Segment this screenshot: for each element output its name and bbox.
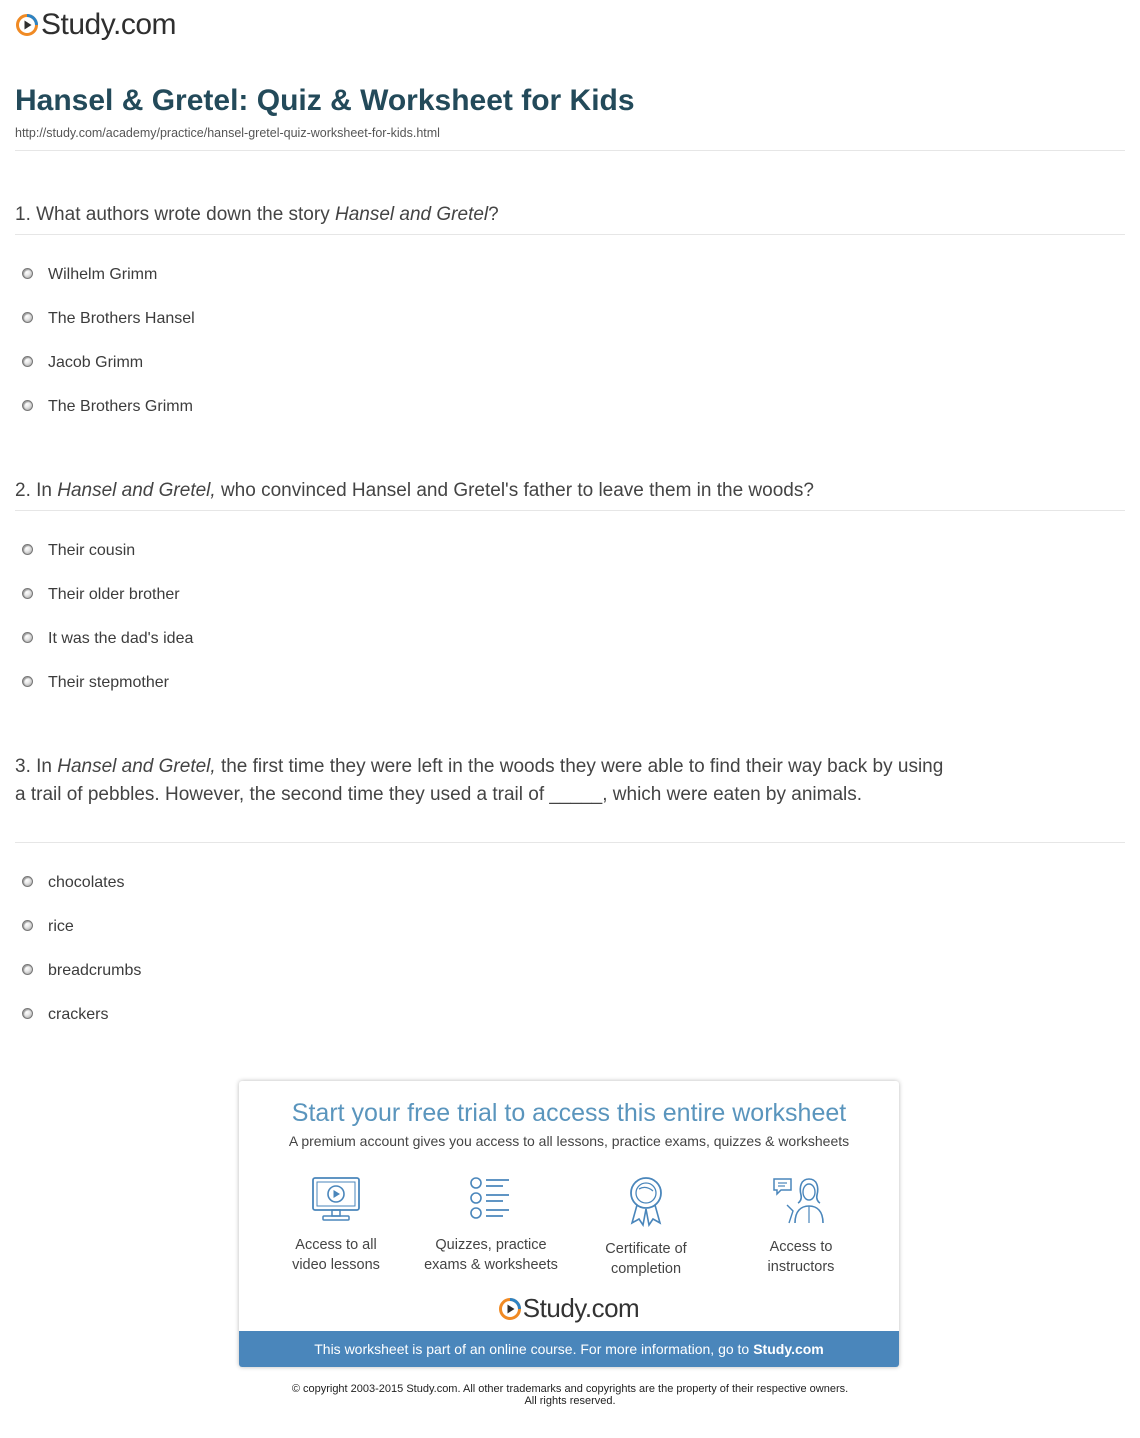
q1-option-2[interactable]	[22, 308, 195, 330]
feature-label: video lessons	[292, 1257, 380, 1273]
feature-label: Certificate of	[605, 1241, 687, 1257]
copyright-line: © copyright 2003-2015 Study.com. All other trademarks and copyrights are the property of their respective owners.	[291, 1383, 849, 1395]
radio-button[interactable]	[22, 876, 33, 887]
feature-label: completion	[610, 1261, 682, 1277]
course-info-bar[interactable]	[239, 1331, 899, 1367]
option-label: chocolates	[48, 874, 125, 891]
radio-button[interactable]	[22, 632, 33, 643]
page-url: http://study.com/academy/practice/hansel-gretel-quiz-worksheet-for-kids.html	[15, 126, 440, 140]
option-label: crackers	[48, 1006, 109, 1023]
study-logo[interactable]	[16, 8, 176, 42]
q3-option-1[interactable]	[22, 872, 125, 894]
radio-button[interactable]	[22, 268, 33, 279]
radio-button[interactable]	[22, 1008, 33, 1019]
free-trial-promo[interactable]	[239, 1081, 899, 1367]
feature-label: instructors	[767, 1259, 835, 1275]
q3-option-4[interactable]	[22, 1004, 108, 1026]
option-label: Their older brother	[48, 586, 180, 603]
divider	[15, 510, 1125, 511]
option-label: Their cousin	[48, 542, 136, 559]
question-1: 1. What authors wrote down the story Hansel and Gretel?	[15, 204, 499, 225]
radio-button[interactable]	[22, 964, 33, 975]
promo-title[interactable]: Start your free trial to access this entire worksheet	[291, 1099, 847, 1127]
option-label: Their stepmother	[48, 674, 169, 691]
feature-certificate	[566, 1175, 726, 1279]
feature-video-lessons	[256, 1175, 416, 1275]
feature-quizzes	[411, 1175, 571, 1275]
radio-button[interactable]	[22, 676, 33, 687]
q3-option-2[interactable]	[22, 916, 74, 938]
radio-button[interactable]	[22, 920, 33, 931]
logo-text: Study.com	[41, 8, 176, 41]
logo-text: Study.com	[522, 1293, 640, 1323]
copyright-footer	[0, 1383, 1140, 1407]
copyright-line: All rights reserved.	[524, 1395, 616, 1407]
divider	[15, 150, 1125, 151]
feature-label: exams & worksheets	[424, 1257, 558, 1273]
q2-option-4[interactable]	[22, 672, 169, 694]
q2-option-1[interactable]	[22, 540, 135, 562]
option-label: Jacob Grimm	[48, 354, 144, 371]
divider	[15, 234, 1125, 235]
q1-option-3[interactable]	[22, 352, 143, 374]
radio-button[interactable]	[22, 356, 33, 367]
option-label: breadcrumbs	[48, 962, 142, 979]
promo-subtitle: A premium account gives you access to all lessons, practice exams, quizzes & worksheets	[288, 1133, 850, 1149]
page-title: Hansel & Gretel: Quiz & Worksheet for Kids	[15, 84, 635, 117]
option-label: The Brothers Hansel	[48, 310, 195, 327]
q2-option-3[interactable]	[22, 628, 193, 650]
award-ribbon-icon	[620, 1175, 672, 1227]
feature-label: Access to all	[295, 1237, 377, 1253]
video-monitor-icon	[310, 1175, 362, 1223]
radio-button[interactable]	[22, 312, 33, 323]
option-label: rice	[48, 918, 74, 935]
q1-option-4[interactable]	[22, 396, 193, 418]
q3-option-3[interactable]	[22, 960, 141, 982]
play-circle-logo-icon	[499, 1298, 521, 1320]
play-circle-logo-icon	[16, 14, 38, 36]
radio-button[interactable]	[22, 544, 33, 555]
option-label: Wilhelm Grimm	[48, 266, 158, 283]
divider	[15, 842, 1125, 843]
feature-label: Access to	[769, 1239, 833, 1255]
q1-option-1[interactable]	[22, 264, 157, 286]
promo-study-logo[interactable]	[239, 1293, 899, 1324]
q2-option-2[interactable]	[22, 584, 180, 606]
option-label: It was the dad's idea	[48, 630, 194, 647]
study-link[interactable]: Study.com	[753, 1341, 824, 1357]
feature-label: Quizzes, practice	[435, 1237, 547, 1253]
bar-text: This worksheet is part of an online course. For more information, go to	[314, 1341, 750, 1357]
radio-button[interactable]	[22, 400, 33, 411]
checklist-icon	[465, 1175, 517, 1223]
option-label: The Brothers Grimm	[48, 398, 193, 415]
instructor-chat-icon	[771, 1175, 831, 1225]
feature-instructors	[721, 1175, 881, 1277]
radio-button[interactable]	[22, 588, 33, 599]
question-2: 2. In Hansel and Gretel, who convinced Hansel and Gretel's father to leave them in the woods?	[15, 480, 814, 501]
question-3: 3. In Hansel and Gretel, the first time they were left in the woods they were able to find their way back by using a trail of pebbles. However, the second time they used a trail of _____, which were eaten by animals.	[15, 756, 944, 805]
